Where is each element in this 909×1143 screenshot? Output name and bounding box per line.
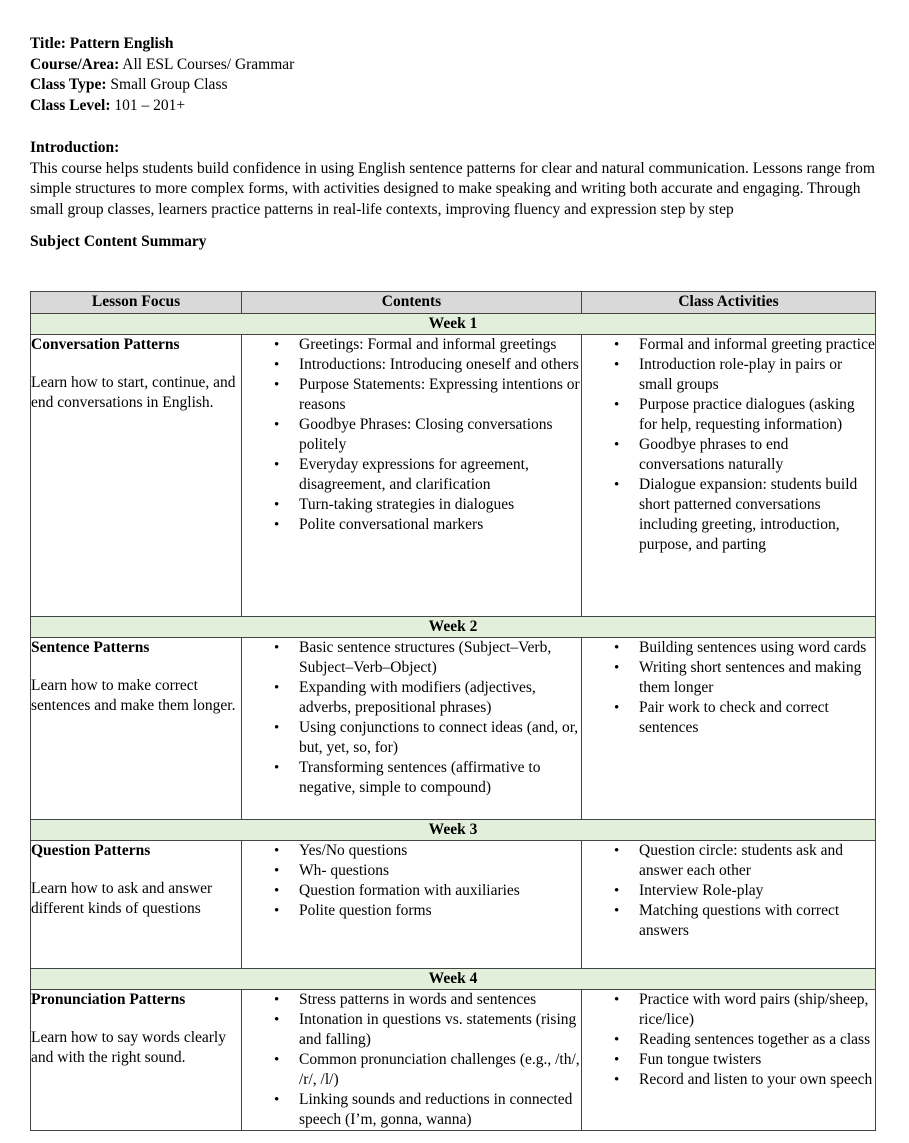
activity-item: • Practice with word pairs (ship/sheep, rice/lice) bbox=[639, 990, 875, 1030]
content-item: • Introductions: Introducing oneself and others bbox=[299, 355, 581, 375]
week-label: Week 2 bbox=[31, 617, 876, 638]
summary-heading: Subject Content Summary bbox=[30, 233, 207, 250]
week-label: Week 3 bbox=[31, 820, 876, 841]
course-meta bbox=[30, 34, 876, 116]
bullet-list bbox=[242, 335, 581, 535]
introduction-text: This course helps students build confidence in using English sentence patterns for clear and natural communication. Lessons range from simple structures to more complex forms, with activities designed to make speaking and writing both accurate and engaging. Through small group classes, learners practice patterns in real-life contexts, improving fluency and expression step by step bbox=[30, 159, 875, 218]
lesson-focus-cell bbox=[31, 841, 242, 969]
meta-label: Class Type: bbox=[30, 76, 107, 93]
meta-class-level bbox=[30, 96, 876, 117]
content-item: • Intonation in questions vs. statements (rising and falling) bbox=[299, 1010, 581, 1050]
contents-cell bbox=[242, 335, 582, 617]
bullet-list bbox=[242, 638, 581, 798]
activity-item: • Formal and informal greeting practice bbox=[639, 335, 875, 355]
bullet-list bbox=[242, 841, 581, 921]
activity-item: • Question circle: students ask and answer each other bbox=[639, 841, 875, 881]
content-item: • Question formation with auxiliaries bbox=[299, 881, 581, 901]
header-class-activities: Class Activities bbox=[582, 292, 876, 314]
content-item: • Greetings: Formal and informal greetings bbox=[299, 335, 581, 355]
activities-cell bbox=[582, 335, 876, 617]
meta-label: Course/Area: bbox=[30, 55, 120, 73]
table-row bbox=[31, 638, 876, 820]
content-item: • Purpose Statements: Expressing intentions or reasons bbox=[299, 375, 581, 415]
lesson-focus-description: Learn how to start, continue, and end conversations in English. bbox=[31, 374, 236, 411]
table-row bbox=[31, 990, 876, 1131]
bullet-list bbox=[582, 990, 875, 1090]
subject-content-table bbox=[30, 291, 876, 1131]
content-item: • Transforming sentences (affirmative to negative, simple to compound) bbox=[299, 758, 581, 798]
meta-value: 101 – 201+ bbox=[114, 96, 186, 114]
contents-cell bbox=[242, 638, 582, 820]
contents-cell bbox=[242, 841, 582, 969]
week-label: Week 1 bbox=[31, 314, 876, 335]
week-row bbox=[31, 969, 876, 990]
content-item: • Goodbye Phrases: Closing conversations politely bbox=[299, 415, 581, 455]
activity-item: • Introduction role-play in pairs or small groups bbox=[639, 355, 875, 395]
content-item: • Polite conversational markers bbox=[299, 515, 581, 535]
content-item: • Stress patterns in words and sentences bbox=[299, 990, 581, 1010]
table-body bbox=[31, 314, 876, 1131]
week-row bbox=[31, 820, 876, 841]
activities-cell bbox=[582, 990, 876, 1131]
meta-value: Small Group Class bbox=[110, 76, 228, 93]
activity-item: • Interview Role-play bbox=[639, 881, 875, 901]
content-item: • Turn-taking strategies in dialogues bbox=[299, 495, 581, 515]
lesson-focus-description: Learn how to say words clearly and with the right sound. bbox=[31, 1029, 226, 1066]
meta-value: All ESL Courses/ Grammar bbox=[122, 55, 295, 73]
lesson-focus-cell bbox=[31, 638, 242, 820]
table-row bbox=[31, 841, 876, 969]
content-item: • Yes/No questions bbox=[299, 841, 581, 861]
activity-item: • Writing short sentences and making them longer bbox=[639, 658, 875, 698]
content-item: • Everyday expressions for agreement, disagreement, and clarification bbox=[299, 455, 581, 495]
lesson-focus-title: Sentence Patterns bbox=[31, 639, 150, 656]
activity-item: • Dialogue expansion: students build short patterned conversations including greeting, introduction, purpose, and parting bbox=[639, 475, 875, 555]
activity-item: • Matching questions with correct answers bbox=[639, 901, 875, 941]
week-row bbox=[31, 314, 876, 335]
week-row bbox=[31, 617, 876, 638]
content-item: • Basic sentence structures (Subject–Verb, Subject–Verb–Object) bbox=[299, 638, 581, 678]
activity-item: • Reading sentences together as a class bbox=[639, 1030, 875, 1050]
lesson-focus-cell bbox=[31, 335, 242, 617]
activity-item: • Record and listen to your own speech bbox=[639, 1070, 875, 1090]
content-item: • Using conjunctions to connect ideas (and, or, but, yet, so, for) bbox=[299, 718, 581, 758]
meta-course-area bbox=[30, 55, 876, 76]
activities-cell bbox=[582, 638, 876, 820]
lesson-focus-description: Learn how to make correct sentences and make them longer. bbox=[31, 677, 236, 714]
lesson-focus-title: Pronunciation Patterns bbox=[31, 991, 186, 1008]
content-item: • Common pronunciation challenges (e.g., /th/, /r/, /l/) bbox=[299, 1050, 581, 1090]
contents-cell bbox=[242, 990, 582, 1131]
bullet-list bbox=[582, 841, 875, 941]
document bbox=[30, 34, 876, 253]
activity-item: • Goodbye phrases to end conversations naturally bbox=[639, 435, 875, 475]
lesson-focus-description: Learn how to ask and answer different kinds of questions bbox=[31, 880, 213, 917]
content-item: • Wh- questions bbox=[299, 861, 581, 881]
meta-label: Class Level: bbox=[30, 96, 111, 114]
activity-item: • Purpose practice dialogues (asking for help, requesting information) bbox=[639, 395, 875, 435]
bullet-list bbox=[242, 990, 581, 1130]
header-contents: Contents bbox=[242, 292, 582, 314]
meta-label: Title: bbox=[30, 35, 66, 52]
introduction-heading: Introduction: bbox=[30, 139, 120, 156]
activities-cell bbox=[582, 841, 876, 969]
table-header-row bbox=[31, 292, 876, 314]
content-item: • Expanding with modifiers (adjectives, adverbs, prepositional phrases) bbox=[299, 678, 581, 718]
content-item: • Polite question forms bbox=[299, 901, 581, 921]
lesson-focus-title: Question Patterns bbox=[31, 842, 151, 859]
week-label: Week 4 bbox=[31, 969, 876, 990]
header-lesson-focus: Lesson Focus bbox=[31, 292, 242, 314]
lesson-focus-cell bbox=[31, 990, 242, 1131]
meta-title bbox=[30, 34, 876, 55]
bullet-list bbox=[582, 638, 875, 738]
activity-item: • Fun tongue twisters bbox=[639, 1050, 875, 1070]
activity-item: • Pair work to check and correct sentences bbox=[639, 698, 875, 738]
content-item: • Linking sounds and reductions in connected speech (I’m, gonna, wanna) bbox=[299, 1090, 581, 1130]
meta-class-type bbox=[30, 75, 876, 96]
table-row bbox=[31, 335, 876, 617]
lesson-focus-title: Conversation Patterns bbox=[31, 336, 180, 353]
course-title: Pattern English bbox=[69, 35, 174, 52]
activity-item: • Building sentences using word cards bbox=[639, 638, 875, 658]
bullet-list bbox=[582, 335, 875, 555]
